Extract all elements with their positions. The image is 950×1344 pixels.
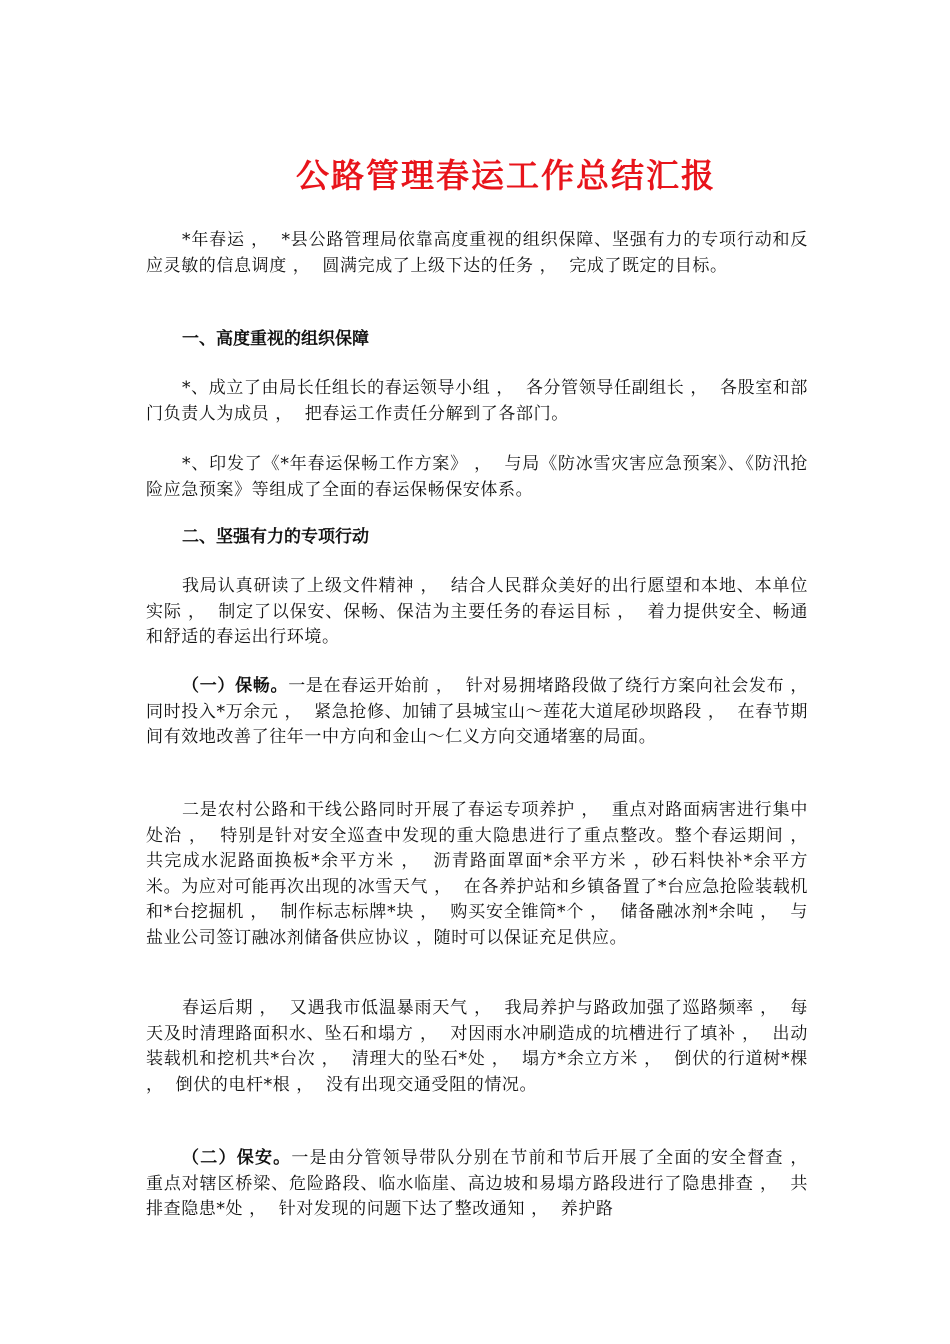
section2-paragraph-1: 我局认真研读了上级文件精神 ， 结合人民群众美好的出行愿望和本地、本单位实际 ， 制定了以保安、保畅、保洁为主要任务的春运目标 ， 着力提供安全、畅通和舒适的春运出行环境。 — [146, 576, 808, 648]
subsection-protect-safety-text: 一是由分管领导带队分别在节前和节后开展了全面的安全督查 ， 重点对辖区桥梁、危险路段、临水临崖、高边坡和易塌方路段进行了隐患排查 ， 共排查隐患*处 ， 针对发现的问题下达了整改通知 ， 养护路 — [146, 1148, 821, 1220]
subsection-protect-safety — [146, 1146, 821, 1223]
intro-paragraph: *年春运 ， *县公路管理局依靠高度重视的组织保障、坚强有力的专项行动和反应灵敏的信息调度 ， 圆满完成了上级下达的任务 ， 完成了既定的目标。 — [146, 230, 808, 276]
document-title: 公路管理春运工作总结汇报 — [296, 156, 716, 195]
subsection-protect-flow-lead: （一）保畅。 — [182, 676, 289, 696]
subsection-protect-safety-lead: （二）保安。 — [182, 1148, 292, 1168]
section2-paragraph-2: 二是农村公路和干线公路同时开展了春运专项养护 ， 重点对路面病害进行集中处治 ， 特别是针对安全巡查中发现的重大隐患进行了重点整改。整个春运期间 ， 共完成水泥路面换板*余平方米 ， 沥青路面罩面*余平方米 ，砂石料快补*余平方米。为应对可能再次出现的冰雪天气 ， 在各养护站和乡镇备置了*台应急抢险装载机和*台挖掘机 ， 制作标志标牌*块 ， 购买安全锥筒*个 ， 储备融冰剂*余吨 ， 与盐业公司签订融冰剂储备供应协议 ，随时可以保证充足供应。 — [146, 800, 821, 948]
subsection-protect-flow-text: 一是在春运开始前 ， 针对易拥堵路段做了绕行方案向社会发布 ， 同时投入*万余元 ， 紧急抢修、加铺了县城宝山～莲花大道尾砂坝路段 ， 在春节期间有效地改善了往年一中方向和金山～仁义方向交通堵塞的局面。 — [146, 676, 821, 748]
section1-paragraph-1: *、成立了由局长任组长的春运领导小组 ， 各分管领导任副组长 ， 各股室和部门负责人为成员 ， 把春运工作责任分解到了各部门。 — [146, 378, 808, 424]
section2-paragraph-3: 春运后期 ， 又遇我市低温暴雨天气 ， 我局养护与路政加强了巡路频率 ， 每天及时清理路面积水、坠石和塌方 ， 对因雨水冲刷造成的坑槽进行了填补 ， 出动装载机和挖机共*台次 ， 清理大的坠石*处 ， 塌方*余立方米 ， 倒伏的行道树*棵 ， 倒伏的电杆*根 ， 没有出现交通受阻的情况。 — [146, 998, 815, 1095]
section2-heading: 二、坚强有力的专项行动 — [182, 527, 369, 547]
section1-heading: 一、高度重视的组织保障 — [182, 329, 369, 349]
subsection-protect-flow — [146, 674, 821, 751]
section1-paragraph-2: *、印发了《*年春运保畅工作方案》 ， 与局《防冰雪灾害应急预案》、《防汛抢险应急预案》等组成了全面的春运保畅保安体系。 — [146, 454, 808, 500]
